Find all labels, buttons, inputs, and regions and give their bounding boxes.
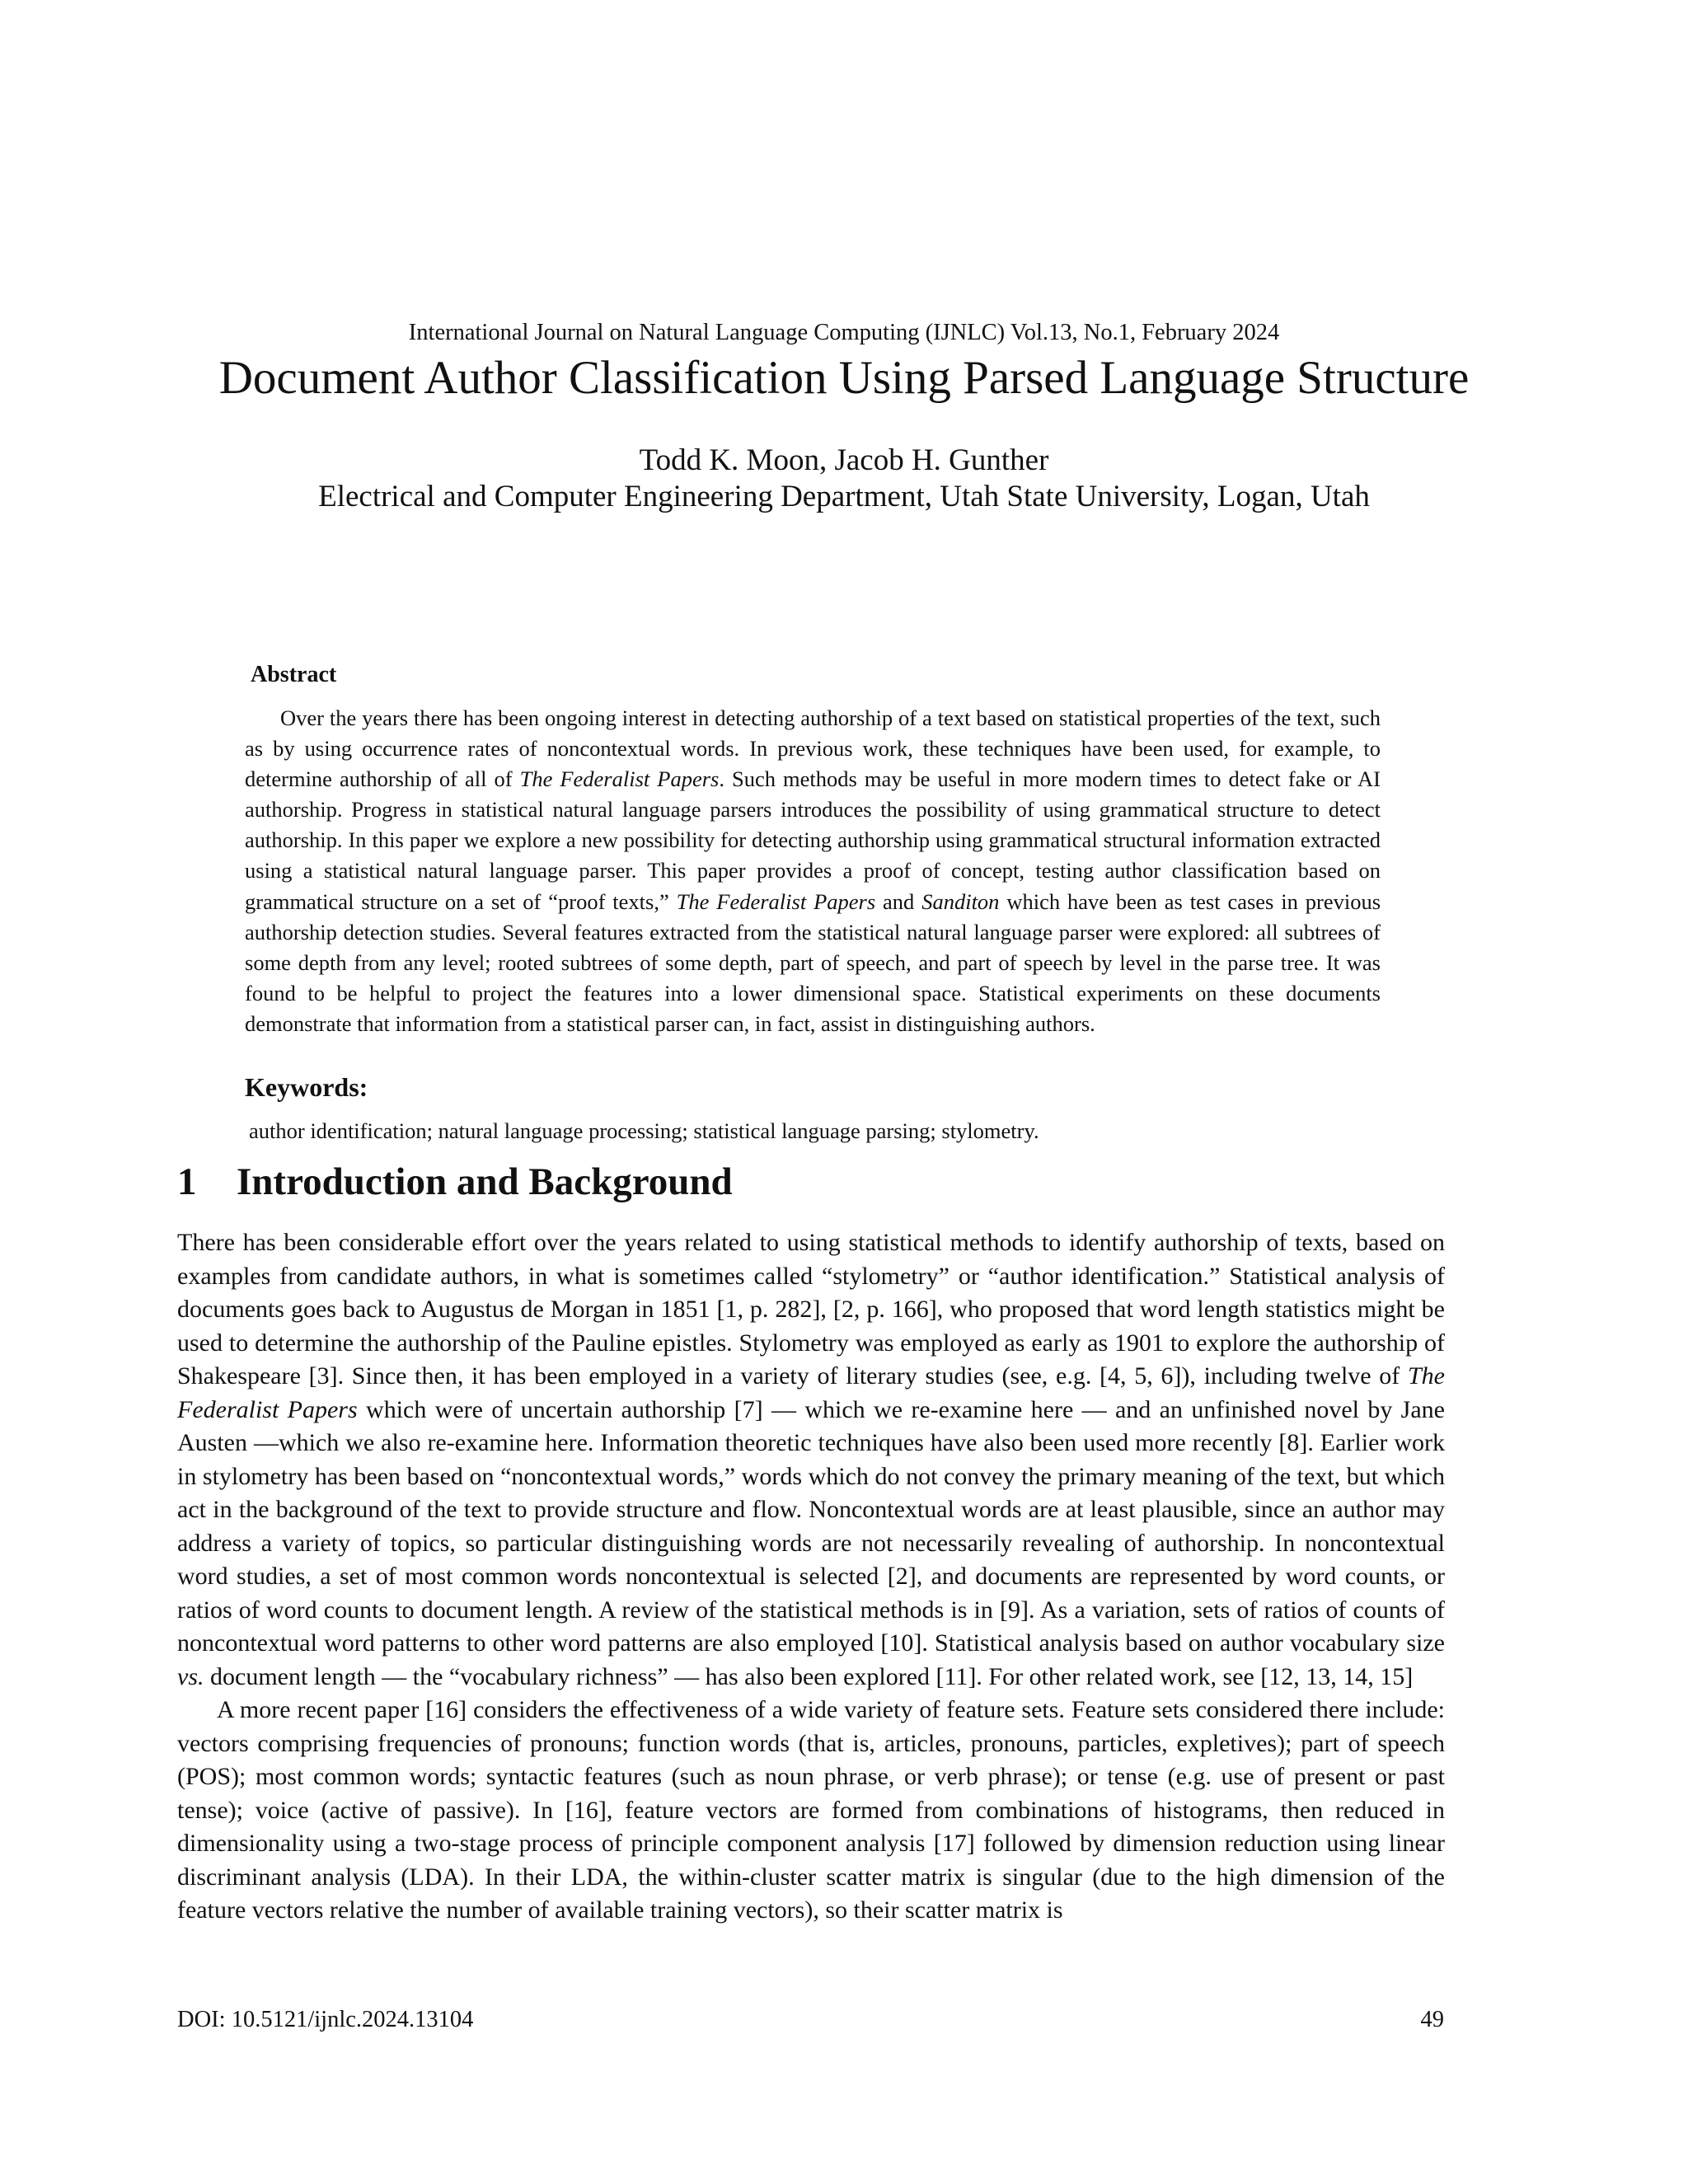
footer-doi: DOI: 10.5121/ijnlc.2024.13104 [177,2007,474,2032]
body-text: which were of uncertain authorship [7] — which we re-examine here — and an unfinished novel by Jane Austen —which we also re-examine here. Information theoretic techniques have also been used more recently [8]. Earlier work in stylometry has been based on “noncontextual words,” words which do not convey the primary meaning of the text, but which act in the background of the text to provide structure and flow. Noncontextual words are at least plausible, since an author may address a variety of topics, so particular distinguishing words are not necessarily revealing of authorship. In noncontextual word studies, a set of most common words noncontextual is selected [2], and documents are represented by word counts, or ratios of word counts to document length. A review of the statistical methods is in [9]. As a variation, sets of ratios of counts of noncontextual word patterns to other word patterns are also employed [10]. Statistical analysis based on author vocabulary size [177,1395,1445,1657]
abstract-italic-1: The Federalist Papers [519,766,720,792]
abstract-italic-2: The Federalist Papers [676,888,876,914]
paper-affiliation: Electrical and Computer Engineering Department, Utah State University, Logan, Utah [318,480,1370,513]
paper-title: Document Author Classification Using Parsed Language Structure [218,352,1470,404]
body-italic: The Federalist Papers [177,1362,1445,1423]
abstract-heading: Abstract [251,662,337,687]
keywords-heading: Keywords: [245,1072,368,1102]
body-text: document length — the “vocabulary richness” — has also been explored [11]. For other related work, see [12, 13, 14, 15] [204,1662,1414,1690]
section-number: 1 [177,1160,197,1203]
section-body [177,1226,1445,1928]
abstract-body [245,703,1381,1039]
section-title: Introduction and Background [237,1160,733,1203]
body-text: There has been considerable effort over the years related to using statistical methods to identify authorship of texts, based on examples from candidate authors, in what is sometimes called “stylometry” or “author identification.” Statistical analysis of documents goes back to Augustus de Morgan in 1851 [1, p. 282], [2, p. 166], who proposed that word length statistics might be used to determine the authorship of the Pauline epistles. Stylometry was employed as early as 1901 to explore the authorship of Shakespeare [3]. Since then, it has been employed in a variety of literary studies (see, e.g. [4, 5, 6]), including twelve of [177,1229,1445,1390]
abstract-text-3: and [875,888,922,914]
abstract-text-1: Over the years there has been ongoing interest in detecting authorship of a text based on statistical properties of the text, such as by using occurrence rates of noncontextual words. In previous work, these techniques have been used, for example, to determine authorship of all of [245,705,1381,792]
abstract-text-4: which have been as test cases in previous authorship detection studies. Several features extracted from the statistical natural language parser were explored: all subtrees of some depth from any level; rooted subtrees of some depth, part of speech, and part of speech by level in the parse tree. It was found to be helpful to project the features into a lower dimensional space. Statistical experiments on these documents demonstrate that information from a statistical parser can, in fact, assist in distinguishing authors. [245,888,1381,1036]
body-paragraph: A more recent paper [16] considers the effectiveness of a wide variety of feature sets. Feature sets considered there include: vectors comprising frequencies of pronouns; function words (that is, articles, pronouns, particles, expletives); part of speech (POS); most common words; syntactic features (such as noun phrase, or verb phrase); or tense (e.g. use of present or past tense); voice (active of passive). In [16], feature vectors are formed from combinations of histograms, then reduced in dimensionality using a two-stage process of principle component analysis [17] followed by dimension reduction using linear discriminant analysis (LDA). In their LDA, the within-cluster scatter matrix is singular (due to the high dimension of the feature vectors relative the number of available training vectors), so their scatter matrix is [177,1696,1445,1924]
keywords-text: author identification; natural language processing; statistical language parsing; stylometry. [249,1118,1039,1143]
abstract-text-2: . Such methods may be useful in more modern times to detect fake or AI authorship. Progress in statistical natural language parsers introduces the possibility of using grammatical structure to detect authorship. In this paper we explore a new possibility for detecting authorship using grammatical structural information extracted using a statistical natural language parser. This paper provides a proof of concept, testing author classification based on grammatical structure on a set of “proof texts,” [245,766,1381,914]
journal-header: International Journal on Natural Language Computing (IJNLC) Vol.13, No.1, February 2024 [408,320,1280,345]
body-paragraph [177,1226,1445,1694]
body-italic: vs. [177,1662,204,1690]
section-heading [177,1158,733,1206]
abstract-italic-3: Sanditon [921,888,1000,914]
page-number: 49 [1420,2007,1444,2032]
paper-authors: Todd K. Moon, Jacob H. Gunther [639,443,1049,477]
